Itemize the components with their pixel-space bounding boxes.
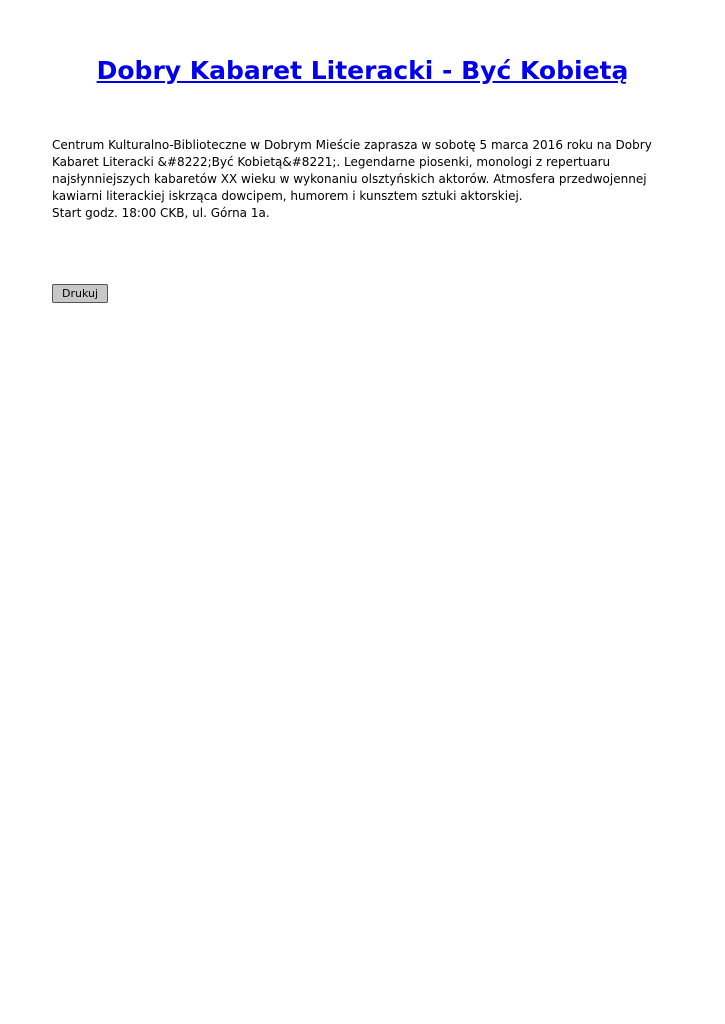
- article-body: Centrum Kulturalno-Biblioteczne w Dobrym Mieście zaprasza w sobotę 5 marca 2016 roku na Dobry Kabaret Literacki &#8222;Być Kobietą&#8221;. Legendarne piosenki, monologi z repertuaru najsłynniejszych kabaretów XX wieku w wykonaniu olsztyńskich aktorów. Atmosfera przedwojennej kawiarni literackiej iskrząca dowcipem, humorem i kunsztem sztuki aktorskiej.: [52, 138, 652, 203]
- article-title-link[interactable]: Dobry Kabaret Literacki - Być Kobietą: [96, 56, 629, 85]
- print-button[interactable]: Drukuj: [52, 284, 108, 303]
- article-title: [0, 53, 725, 89]
- event-details: Start godz. 18:00 CKB, ul. Górna 1a.: [52, 206, 270, 220]
- article-content: [52, 137, 652, 222]
